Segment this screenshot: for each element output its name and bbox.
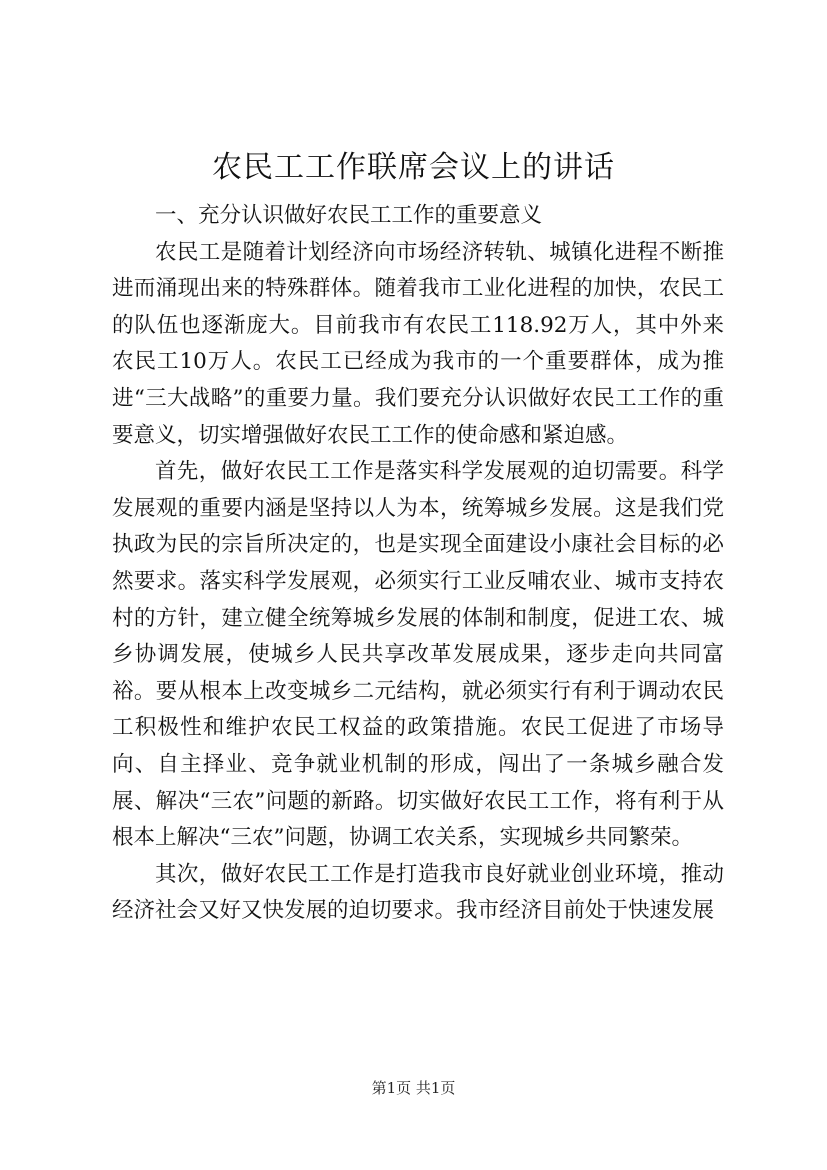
section-heading: 一、充分认识做好农民工工作的重要意义 [155, 203, 543, 228]
document-title: 农民工工作联席会议上的讲话 [212, 150, 615, 185]
page-footer: 第1页 共1页 [371, 1079, 456, 1097]
paragraph-1: 农民工是随着计划经济向市场经济转轨、城镇化进程不断推进而涌现出来的特殊群体。随着我市工业化进程的加快，农民工的队伍也逐渐庞大。目前我市有农民工118.92万人，其中外来农民工10万人。农民工已经成为我市的一个重要群体，成为推进“三大战略”的重要力量。我们要充分认识做好农民工工作的重要意义，切实增强做好农民工工作的使命感和紧迫感。 [112, 239, 724, 448]
document-body [112, 198, 724, 930]
paragraph-2: 首先，做好农民工工作是落实科学发展观的迫切需要。科学发展观的重要内涵是坚持以人为本，统筹城乡发展。这是我们党执政为民的宗旨所决定的，也是实现全面建设小康社会目标的必然要求。落实科学发展观，必须实行工业反哺农业、城市支持农村的方针，建立健全统筹城乡发展的体制和制度，促进工农、城乡协调发展，使城乡人民共享改革发展成果，逐步走向共同富裕。要从根本上改变城乡二元结构，就必须实行有利于调动农民工积极性和维护农民工权益的政策措施。农民工促进了市场导向、自主择业、竞争就业机制的形成，闯出了一条城乡融合发展、解决“三农”问题的新路。切实做好农民工工作，将有利于从根本上解决“三农”问题，协调工农关系，实现城乡共同繁荣。 [112, 459, 724, 851]
paragraph-3: 其次，做好农民工工作是打造我市良好就业创业环境，推动经济社会又好又快发展的迫切要求。我市经济目前处于快速发展 [112, 861, 724, 924]
